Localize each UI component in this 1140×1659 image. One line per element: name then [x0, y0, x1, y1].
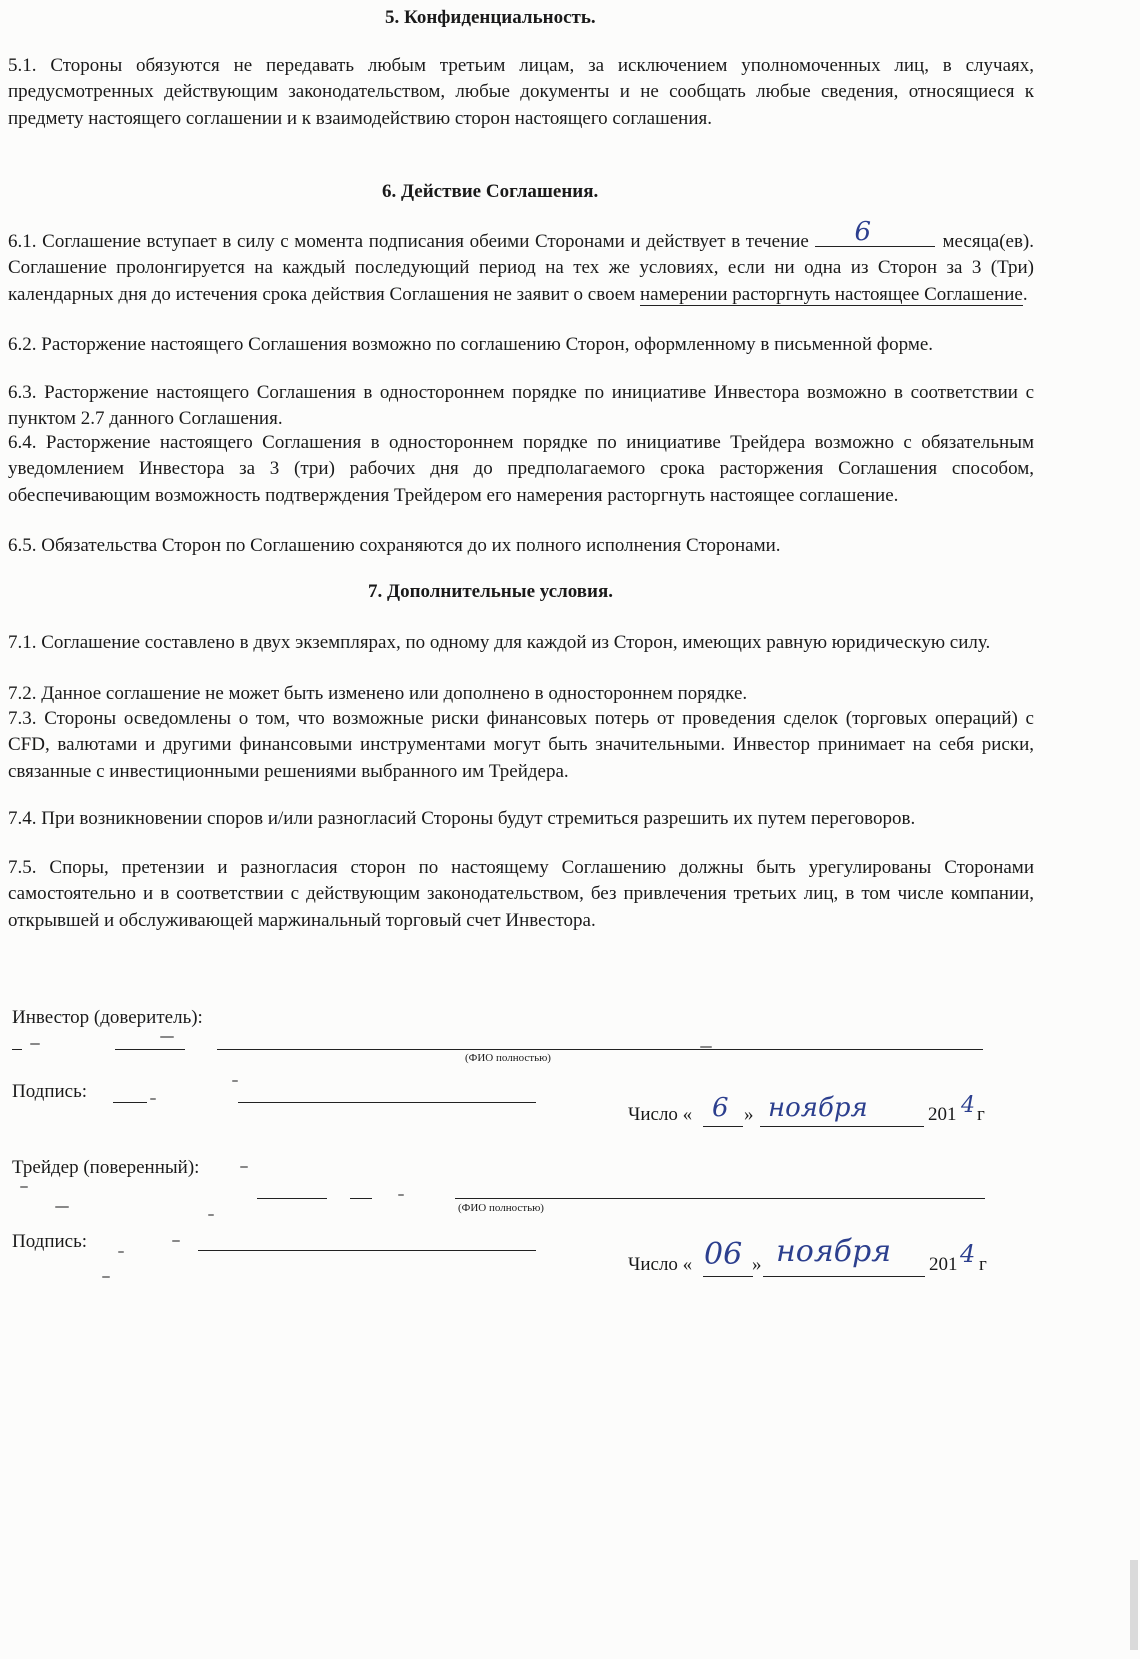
trader-day-handwritten: 06 [704, 1237, 743, 1272]
section-7-heading: 7. Дополнительные условия. [368, 581, 614, 602]
clause-6-1 [8, 217, 1035, 308]
investor-fio-line [217, 1049, 983, 1050]
investor-label: Инвестор (доверитель): [12, 1007, 203, 1028]
clause-7-2: 7.2. Данное соглашение не может быть изменено или дополнено в одностороннем порядке. [8, 683, 748, 704]
clause-6-1-end: . [1022, 283, 1028, 305]
investor-year-digit: 4 [961, 1093, 975, 1118]
clause-7-5: 7.5. Споры, претензии и разногласия сторон по настоящему Соглашению должны быть урегулированы Сторонами самостоятельно и в соответствии с действующим законодательством, без привлечения третьих лиц, в том числе компании, открывшей и обслуживающей маржинальный торговый счет Инвестора. [8, 857, 1034, 931]
trader-year-prefix: 201 [929, 1254, 958, 1275]
scan-mark [30, 1043, 40, 1045]
trader-month-handwritten: ноября [776, 1234, 892, 1269]
trader-fio-line-b [350, 1198, 372, 1199]
clause-6-1-start: 6.1. Соглашение вступает в силу с момента подписания обеими Сторонами и действует в течение [8, 231, 809, 252]
clause-6-2: 6.2. Расторжение настоящего Соглашения возможно по соглашению Сторон, оформленному в письменной форме. [8, 334, 934, 355]
clause-7-3: 7.3. Стороны осведомлены о том, что возможные риски финансовых потерь от проведения сделок (торговых операций) с CFD, валютами и другими финансовыми инструментами могут быть значительными. Инвестор принимает на себя риски, связанные с инвестиционными решениями выбранного им Трейдера. [8, 708, 1034, 782]
scan-mark [398, 1194, 404, 1196]
scan-mark [160, 1036, 174, 1038]
handwritten-months: 6 [854, 217, 872, 247]
trader-signature-line [198, 1250, 536, 1251]
months-blank [815, 217, 935, 247]
trader-signature-label: Подпись: [12, 1231, 88, 1252]
scan-mark [232, 1080, 238, 1082]
scan-mark [20, 1186, 28, 1188]
trader-date-prefix: Число « [628, 1254, 693, 1275]
trader-fio-line [455, 1198, 985, 1199]
investor-day-handwritten: 6 [712, 1093, 729, 1123]
investor-year-suffix: г [977, 1104, 985, 1125]
investor-signature-label: Подпись: [12, 1081, 88, 1102]
scan-mark [240, 1166, 248, 1168]
scan-mark [55, 1206, 69, 1208]
scan-mark [150, 1098, 156, 1100]
clause-6-5: 6.5. Обязательства Сторон по Соглашению сохраняются до их полного исполнения Сторонами. [8, 535, 781, 556]
trader-label: Трейдер (поверенный): [12, 1157, 200, 1178]
investor-signature-line-a [113, 1102, 147, 1103]
trader-fio-line-a [257, 1198, 327, 1199]
investor-day-line [703, 1126, 743, 1127]
investor-date-mid: » [744, 1104, 754, 1125]
scan-mark [172, 1240, 180, 1242]
investor-signature-line [238, 1102, 536, 1103]
trader-day-line [703, 1276, 753, 1277]
trader-date-mid: » [752, 1254, 762, 1275]
clause-7-1: 7.1. Соглашение составлено в двух экземплярах, по одному для каждой из Сторон, имеющих равную юридическую силу. [8, 632, 991, 653]
trader-year-suffix: г [979, 1254, 987, 1275]
trader-year-digit: 4 [960, 1240, 976, 1268]
clause-7-4: 7.4. При возникновении споров и/или разногласий Стороны будут стремиться разрешить их путем переговоров. [8, 808, 916, 829]
clause-6-4: 6.4. Расторжение настоящего Соглашения в одностороннем порядке по инициативе Трейдера возможно с обязательным уведомлением Инвестора за 3 (три) рабочих дня до предполагаемого срока расторжения Соглашения способом, обеспечивающим возможность подтверждения Трейдером его намерения расторгнуть настоящее соглашение. [8, 432, 1034, 506]
investor-fio-line-b [115, 1049, 185, 1050]
trader-fio-caption: (ФИО полностью) [458, 1202, 544, 1214]
investor-month-handwritten: ноября [768, 1093, 868, 1123]
clause-6-1-underlined: намерении расторгнуть настоящее Соглашение [640, 283, 1023, 305]
scan-mark [700, 1046, 712, 1048]
clause-6-3: 6.3. Расторжение настоящего Соглашения в одностороннем порядке по инициативе Инвестора возможно в соответствии с пунктом 2.7 данного Соглашения. [8, 382, 1034, 430]
scan-mark [118, 1251, 124, 1253]
clause-6-1-middle: месяца(ев). Соглашение пролонгируется на каждый последующий период на тех же условиях, если ни одна из Сторон за 3 (Три) календарных дня до истечения срока действия Соглашения не заявит о своем [8, 231, 1035, 305]
investor-date-prefix: Число « [628, 1104, 693, 1125]
trader-month-line [763, 1276, 925, 1277]
scan-mark [102, 1276, 110, 1278]
investor-fio-caption: (ФИО полностью) [465, 1052, 551, 1064]
investor-fio-line-a [12, 1049, 22, 1050]
section-5-heading: 5. Конфиденциальность. [385, 7, 596, 28]
investor-month-line [760, 1126, 924, 1127]
investor-year-prefix: 201 [928, 1104, 957, 1125]
clause-5-1: 5.1. Стороны обязуются не передавать любым третьим лицам, за исключением уполномоченных лиц, в случаях, предусмотренных действующим законодательством, любые документы и не сообщать любые сведения, относящиеся к предмету настоящего соглашении и к взаимодействию сторон настоящего соглашения. [8, 55, 1034, 129]
scan-mark [208, 1214, 214, 1216]
scan-edge [1130, 1560, 1138, 1650]
section-6-heading: 6. Действие Соглашения. [382, 181, 599, 202]
